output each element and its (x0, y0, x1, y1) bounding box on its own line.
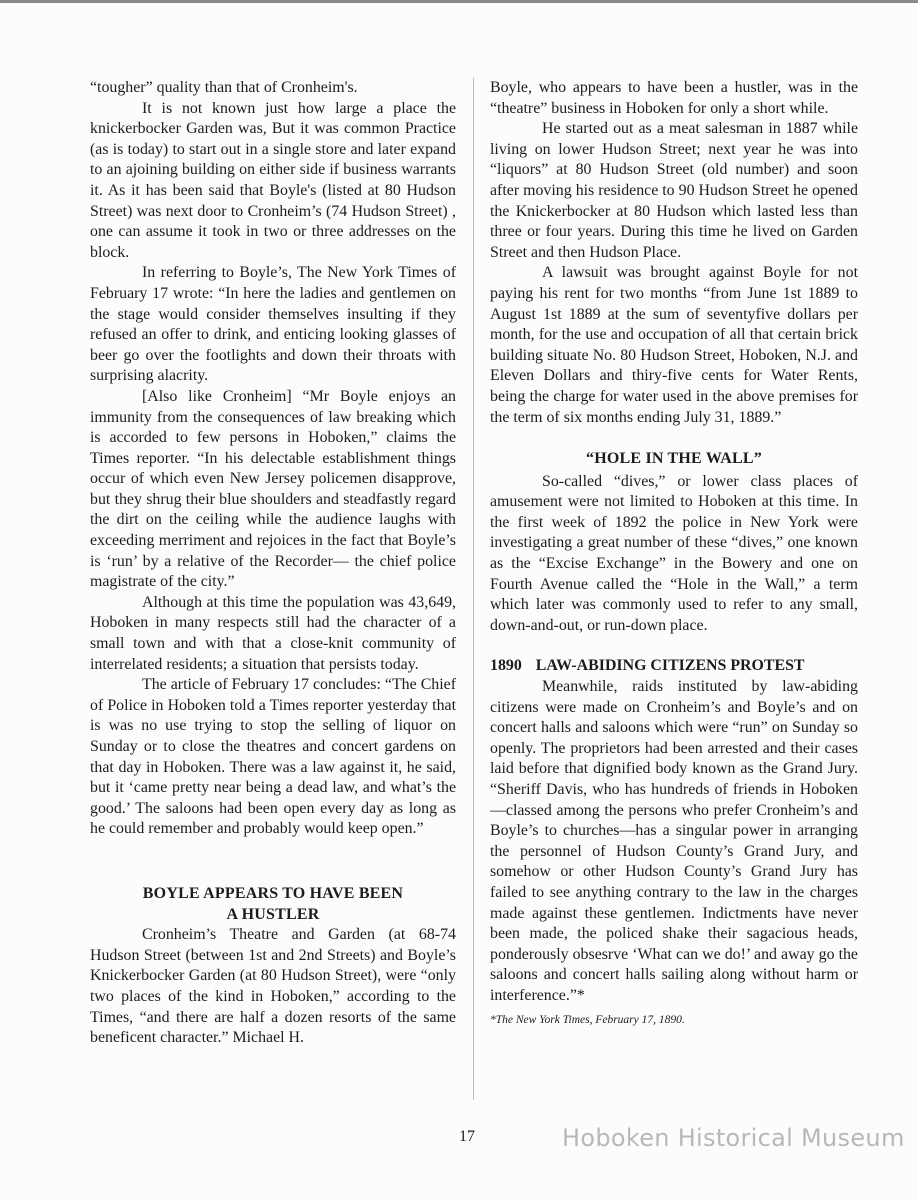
page-top-edge (0, 0, 918, 3)
paragraph: It is not known just how large a place the knickerbocker Garden was, But it was common Practice (as is today) to start out in a single store and later expand to an ajoining building on either side if business warrants it. As it has been said that Boyle's (listed at 80 Hudson Street) was next door to Cronheim’s (74 Hudson Street) , one can assume it took in two or three addresses on the block. (90, 99, 456, 261)
right-column (490, 78, 858, 1028)
footnote: *The New York Times, February 17, 1890. (490, 1013, 685, 1026)
paragraph: A lawsuit was brought against Boyle for not paying his rent for two months “from June 1st 1889 to August 1st 1889 at the sum of seventyfive dollars per month, for the use and occupation of all that certain brick building situate No. 80 Hudson Street, Hoboken, N.J. and Eleven Dollars and thiry-five cents for Water Rents, being the charge for water used in the above premises for the term of six months ending July 31, 1889.” (490, 264, 858, 426)
paragraph: He started out as a meat salesman in 1887 while living on lower Hudson Street; next year he was into “liquors” at 80 Hudson Street (old number) and soon after moving his residence to 90 Hudson Street he opened the Knickerbocker at 80 Hudson which lasted less than three or four years. During this time he lived on Garden Street and then Hudson Place. (490, 120, 858, 261)
section-heading-boyle (90, 884, 456, 925)
paragraph: Boyle, who appears to have been a hustler, was in the “theatre” business in Hoboken for only a short while. (490, 79, 858, 117)
left-column (90, 78, 456, 1049)
heading-year: 1890 (490, 657, 522, 675)
column-divider (473, 78, 474, 1100)
paragraph: [Also like Cronheim] “Mr Boyle enjoys an immunity from the consequences of law breaking which is accorded to few persons in Hoboken,” claims the Times reporter. “In his delectable establishment things occur of which even New Jersey policemen disapprove, but they shrug their blue shoulders and steadfastly regard the dirt on the ceiling while the audience laughs with exceeding merriment and rejoices in the fact that Boyle’s is ‘run’ by a relative of the Recorder— the chief police magistrate of the city.” (90, 387, 456, 591)
paragraph: The article of February 17 concludes: “The Chief of Police in Hoboken told a Times reporter yesterday that is was no use trying to stop the selling of liquor on Sunday or to close the theatres and concert gardens on that day in Hoboken. There was a law against it, he said, but it ‘came pretty near being a dead law, and what’s the good.’ The saloons had been open every day as long as he could remember and probably would keep open.” (90, 676, 456, 838)
heading-title: LAW-ABIDING CITIZENS PROTEST (535, 657, 805, 675)
paragraph: “tougher” quality than that of Cronheim's. (90, 79, 358, 96)
paragraph: In referring to Boyle’s, The New York Times of February 17 wrote: “In here the ladies and gentlemen on the stage would consider themselves insulting if they refused an offer to drink, and enticing looking glasses of beer go over the footlights and down their throats with surprising alacrity. (90, 264, 456, 385)
heading-line: BOYLE APPEARS TO HAVE BEEN (142, 884, 404, 902)
section-heading-hole-in-the-wall: “HOLE IN THE WALL” (586, 450, 762, 468)
paragraph: So-called “dives,” or lower class places of amusement were not limited to Hoboken at this time. In the first week of 1892 the police in New York were investigating a great number of these “dives,” one known as the “Excise Exchange” in the Bowery and one on Fourth Avenue called the “Hole in the Wall,” a term which later was commonly used to refer to any small, down-and-out, or run-down place. (490, 472, 858, 634)
section-heading-1890 (490, 656, 858, 677)
paragraph: Meanwhile, raids instituted by law-abiding citizens were made on Cronheim’s and Boyle’s and on concert halls and saloons which were “run” on Sunday so openly. The proprietors had been arrested and their cases laid before that dignified body known as the Grand Jury. “Sheriff Davis, who has hundreds of friends in Hoboken—classed among the persons who prefer Cronheim’s and Boyle’s to churches—has a singular power in arranging the personnel of Hudson County’s Grand Jury, and somehow or other Hudson County’s Grand Jury has failed to see anything contrary to the law in the charges made against these gentlemen. Indictments have never been made, the policed shake their sagacious heads, ponderously obsesrve ‘What can we do!’ and away go the saloons and concert halls sailing along without harm or interference.”* (490, 678, 858, 1004)
page-number: 17 (459, 1128, 475, 1145)
heading-line: A HUSTLER (226, 905, 320, 923)
watermark: Hoboken Historical Museum (562, 1124, 905, 1152)
paragraph: Cronheim’s Theatre and Garden (at 68-74 Hudson Street (between 1st and 2nd Streets) and Boyle’s Knickerbocker Garden (at 80 Hudson Street), were “only two places of the kind in Hoboken,” according to the Times, “and there are half a dozen resorts of the same beneficent character.” Michael H. (90, 926, 456, 1047)
paragraph: Although at this time the population was 43,649, Hoboken in many respects still had the character of a small town and with that a close-knit community of interrelated residents; a situation that persists today. (90, 593, 456, 673)
